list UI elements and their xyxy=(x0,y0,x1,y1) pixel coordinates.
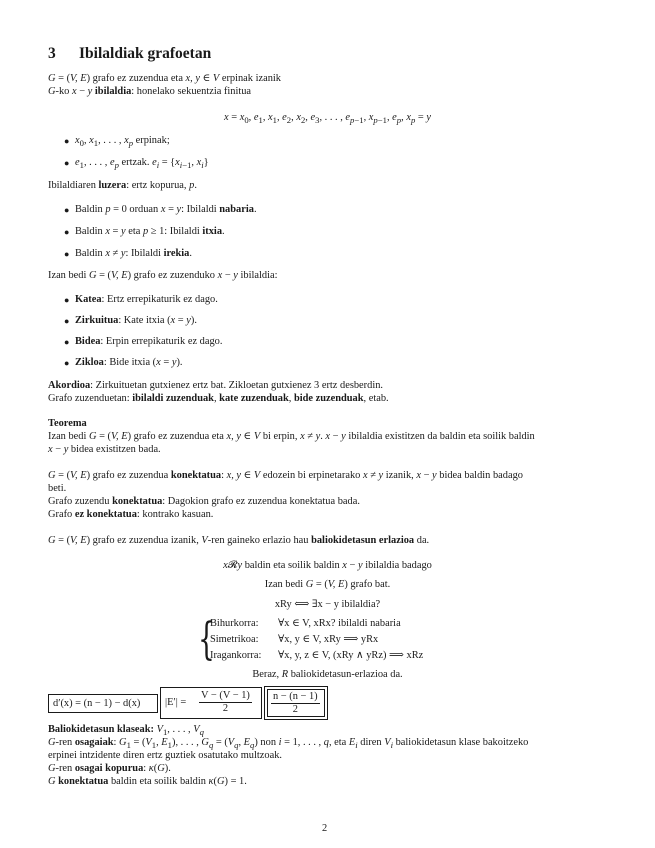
edges-item: $e_1$, . . . , $e_p$ ertzak. $e_i = \{x_{i-1}$, $x_i$} xyxy=(75,157,209,171)
page-number: 2 xyxy=(322,823,328,834)
case-open: Baldin x ≠ y: Ibilaldi irekia. xyxy=(75,248,192,259)
brace-icon: { xyxy=(198,614,215,665)
type-bidea: Bidea: Erpin errepikaturik ez dago. xyxy=(75,336,223,347)
classes-line-1: Baliokidetasun klaseak: $V_1$, . . . , $V_q$ xyxy=(48,724,204,738)
bullet-icon: ● xyxy=(64,205,70,215)
connected-line-1: G = (V, E) grafo ez zuzendua konektatua: x, y ∈ V edozein bi erpinetarako x ≠ y izanik, x − y bidea baldin badago xyxy=(48,470,523,481)
relation-intro: G = (V, E) grafo ez zuzendua izanik, V-ren gaineko erlazio hau baliokidetasun erlazioa da. xyxy=(48,535,430,546)
case-closed: Baldin x = y eta p ≥ 1: Ibilaldi itxia. xyxy=(75,226,225,237)
case-trivial: Baldin p = 0 orduan x = y: Ibilaldi nabaria. xyxy=(75,204,257,215)
intro-line-2: G-ko x − y ibilaldia: honelako sekuentzia finitua xyxy=(48,86,252,97)
bullet-icon: ● xyxy=(64,249,70,259)
bullet-icon: ● xyxy=(64,227,70,237)
type-zikloa: Zikloa: Bide itxia (x = y). xyxy=(75,357,183,368)
type-katea: Katea: Ertz errepikaturik ez dago. xyxy=(75,294,218,305)
relation-definition: x𝓡y baldin eta soilik baldin x − y ibilaldia badago xyxy=(223,560,432,571)
ibilaldia-sequence: $x = x_0$, $e_1$, $x_1$, $e_2$, $x_2$, $e_3$, . . . , $e_{p-1}$, $x_{p-1}$, $e_p$, $x_p = y$ xyxy=(224,112,431,126)
bullet-icon: ● xyxy=(64,295,70,305)
agreement-line-2: Grafo zuzenduetan: ibilaldi zuzenduak, kate zuzenduak, bide zuzenduak, etab. xyxy=(48,393,389,404)
length-definition: Ibilaldiaren luzera: ertz kopurua, p. xyxy=(48,180,197,191)
prop-transitive-name: Iragankorra: xyxy=(210,650,262,661)
degree-box: d′(x) = (n − 1) − d(x) xyxy=(48,694,158,713)
bullet-icon: ● xyxy=(64,358,70,368)
types-intro: Izan bedi G = (V, E) grafo ez zuzenduko x − y ibilaldia: xyxy=(48,270,278,281)
connected-line-3: Grafo zuzendu konektatua: Dagokion grafo ez zuzendua konektatua bada. xyxy=(48,496,360,507)
section-title: Ibilaldiak grafoetan xyxy=(79,45,212,62)
bullet-icon: ● xyxy=(64,337,70,347)
prop-symmetric: ∀x, y ∈ V, xRy ⟹ yRx xyxy=(278,634,379,645)
classes-line-5: G konektatua baldin eta soilik baldin κ(G) = 1. xyxy=(48,776,247,787)
connected-line-4: Grafo ez konektatua: kontrako kasuan. xyxy=(48,509,214,520)
inner-box xyxy=(267,689,325,717)
theorem-line-1: Izan bedi G = (V, E) grafo ez zuzendua eta x, y ∈ V bi erpin, x ≠ y. x − y ibilaldia existitzen da baldin eta soilik baldin xyxy=(48,431,535,442)
prop-reflexive-name: Bihurkorra: xyxy=(210,618,259,629)
relation-conclusion: Beraz, R baliokidetasun-erlazioa da. xyxy=(252,669,403,680)
bullet-icon: ● xyxy=(64,316,70,326)
prop-transitive: ∀x, y, z ∈ V, (xRy ∧ yRz) ⟹ xRz xyxy=(278,650,424,661)
theorem-label: Teorema xyxy=(48,418,87,429)
prop-reflexive: ∀x ∈ V, xRx? ibilaldi nabaria xyxy=(278,618,401,629)
classes-line-3: erpinei intzidente diren ertz guztiek osatutako multzoak. xyxy=(48,750,282,761)
section-number: 3 xyxy=(48,45,56,62)
classes-line-4: G-ren osagai kopurua: κ(G). xyxy=(48,763,171,774)
prop-symmetric-name: Simetrikoa: xyxy=(210,634,259,645)
edge-count-box: |E′| = $\frac{V - (V - 1)}{2}$ xyxy=(160,687,262,719)
agreement-line-1: Akordioa: Zirkuituetan gutxienez ertz bat. Zikloetan gutxienez 3 ertz desberdin. xyxy=(48,380,384,391)
relation-question: xRy ⟺ ∃x − y ibilaldia? xyxy=(274,599,381,610)
relation-let: Izan bedi G = (V, E) grafo bat. xyxy=(264,579,391,590)
type-zirkuitua: Zirkuitua: Kate itxia (x = y). xyxy=(75,315,197,326)
connected-line-2: beti. xyxy=(48,483,67,494)
classes-line-2: G-ren osagaiak: $G_1 = (V_1$, $E_1$), . . . , $G_q = (V_q$, $E_q$) non i = 1, . . . , q, eta $E_i$ diren $V_i$ baliokidetasun klase bakoitzeko xyxy=(48,737,529,751)
bullet-icon: ● xyxy=(64,136,70,146)
vertices-item: $x_0$, $x_1$, . . . , $x_p$ erpinak; xyxy=(75,135,170,149)
theorem-line-2: x − y bidea existitzen bada. xyxy=(48,444,161,455)
outer-box xyxy=(264,686,328,720)
bullet-icon: ● xyxy=(64,158,70,168)
intro-line-1: G = (V, E) grafo ez zuzendua eta x, y ∈ V erpinak izanik xyxy=(48,73,281,84)
fraction: $\frac{V - (V - 1)}{2}$ xyxy=(201,690,250,714)
fraction: $\frac{n - (n - 1)}{2}$ xyxy=(273,691,318,715)
